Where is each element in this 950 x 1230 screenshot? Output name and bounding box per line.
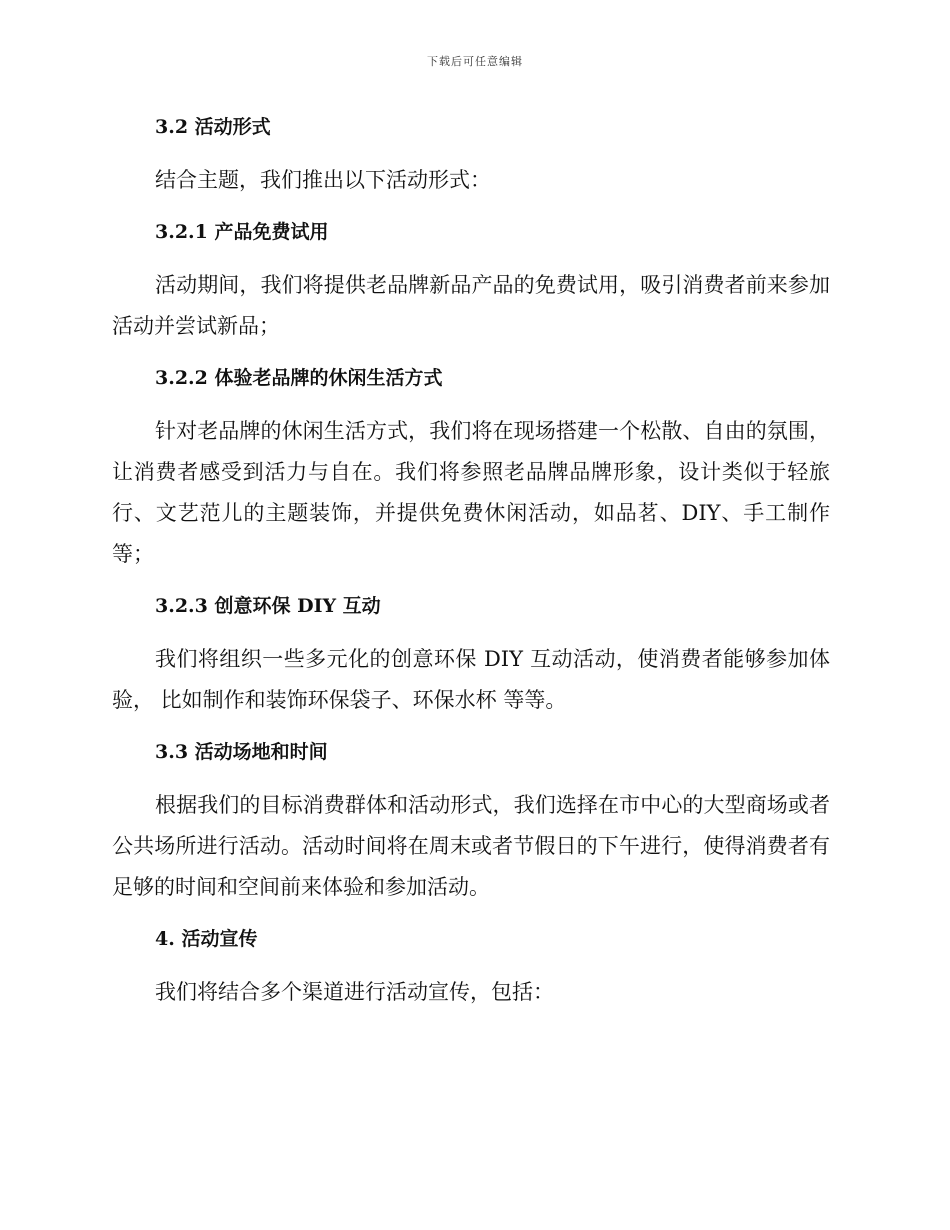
section-4-intro: 我们将结合多个渠道进行活动宣传，包括：	[155, 980, 554, 1004]
section-3-2-2-title: 3.2.2 体验老品牌的休闲生活方式	[155, 367, 443, 389]
section-3-3-body: 根据我们的目标消费群体和活动形式，我们选择在市中心的大型商场或者公共场所进行活动。活动时间将在周末或者节假日的下午进行，使得消费者有足够的时间和空间前来体验和参加活动。	[112, 793, 830, 899]
section-4-title: 4. 活动宣传	[155, 928, 258, 950]
section-3-2-1-body: 活动期间，我们将提供老品牌新品产品的免费试用，吸引消费者前来参加活动并尝试新品；	[112, 273, 830, 338]
section-3-3-title: 3.3 活动场地和时间	[155, 741, 328, 763]
document-body	[112, 108, 830, 1013]
section-3-2-2-body: 针对老品牌的休闲生活方式，我们将在现场搭建一个松散、自由的氛围，让消费者感受到活力与自在。我们将参照老品牌品牌形象，设计类似于轻旅行、文艺范儿的主题装饰，并提供免费休闲活动，如品茗、DIY、手工制作等；	[112, 419, 830, 566]
section-3-2-title: 3.2 活动形式	[155, 116, 271, 138]
section-3-2-1-title: 3.2.1 产品免费试用	[155, 221, 329, 243]
section-3-2-3-title: 3.2.3 创意环保 DIY 互动	[155, 595, 381, 617]
section-3-2-intro: 结合主题，我们推出以下活动形式：	[155, 168, 491, 192]
section-3-2-3-body: 我们将组织一些多元化的创意环保 DIY 互动活动，使消费者能够参加体验， 比如制作和装饰环保袋子、环保水杯 等等。	[112, 647, 830, 712]
header-note: 下载后可任意编辑	[427, 55, 523, 68]
